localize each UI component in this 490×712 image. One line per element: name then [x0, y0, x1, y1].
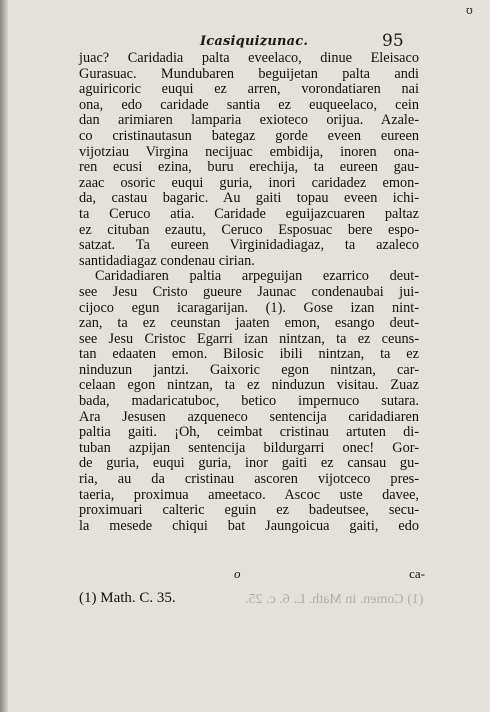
body-text: [79, 51, 419, 534]
text-line: zan, ta ez ceunstan jaaten emon, esango deut-: [79, 315, 419, 332]
text-line: Ara Jesusen azqueneco sentencija caridadiaren: [79, 408, 419, 425]
text-line-paragraph-end: santidadiagaz condenau cirian.: [79, 252, 255, 269]
text-line: zaac osoric euqui guria, inori caridadez emon-: [79, 174, 419, 191]
catch-row: [79, 566, 425, 584]
text-line: taeria, proximua ameetaco. Ascoc uste davee,: [79, 486, 419, 503]
running-title: Icasiquizunac.: [200, 34, 309, 49]
text-line: co cristinautasun bategaz gorde eveen eureen: [79, 127, 419, 144]
text-line: da, castau bagaric. Au gaiti topau eveen ichi-: [79, 190, 419, 207]
text-line: ninduzun jantzi. Gaixoric egon nintzan, car-: [79, 361, 419, 378]
text-line: satzat. Ta eureen Virginidadiagaz, ta azaleco: [79, 237, 419, 254]
text-line: tan edaaten emon. Bilosic ibili nintzan, ta ez: [79, 346, 419, 363]
bleed-through-text: (1) Comen. in Math. L. 6. c. 25.: [245, 592, 424, 607]
text-line: Gurasuac. Mundubaren beguijetan palta andi: [79, 65, 419, 82]
text-line: see Jesu Cristoc Egarri izan nintzan, ta ez ceuns-: [79, 330, 419, 347]
text-line: ren ecusi ezina, buru erechija, ta eureen gau-: [79, 159, 419, 176]
page-gutter-shadow: [0, 0, 8, 712]
text-line: juac? Caridadia palta eveelaco, dinue Eleisaco: [79, 50, 419, 66]
text-line: ta Ceruco atia. Caridade eguijazcuaren paltaz: [79, 205, 419, 222]
text-line: proximuari calteric eguin ez badeutsee, secu-: [79, 502, 419, 519]
page-number: 95: [382, 31, 404, 51]
catchword: ca-: [409, 566, 425, 581]
corner-ink-mark: ʊ: [466, 4, 473, 17]
text-line: paltia gaiti. ¡Oh, ceimbat cristinau artuten di-: [79, 424, 419, 441]
footnote: (1) Math. C. 35.: [79, 590, 176, 606]
text-line: celaan egon nintzan, ta ez ninduzun visitau. Zuaz: [79, 377, 419, 394]
text-line-paragraph-start: Caridadiaren paltia arpeguijan ezarrico deut-: [95, 268, 419, 285]
text-line: vijotziau Virgina necijuac embidija, inoren ona-: [79, 143, 419, 160]
signature-mark: o: [234, 566, 241, 581]
text-line: ria, au da cristinau ascoren vijotceco pres-: [79, 471, 419, 488]
text-line: la mesede chiqui bat Jaungoicua gaiti, edo: [79, 517, 419, 534]
text-line: aguiricoric euqui ez arren, vorondatiaren nai: [79, 81, 419, 98]
text-line: tuban azpijan sentencija bildurgarri onec! Gor-: [79, 439, 419, 456]
text-line: see Jesu Cristo gueure Jaunac condenaubai jui-: [79, 283, 419, 300]
text-line: dan arimiaren lamparia exioteco orijua. Azale-: [79, 112, 419, 129]
text-line: cijoco egun icaragarijan. (1). Gose izan nint-: [79, 299, 419, 316]
text-line: ez cituban ezautu, Ceruco Esposuac bere espo-: [79, 221, 419, 238]
text-line: bada, madaricatuboc, betico impernuco sutara.: [79, 393, 419, 410]
text-line: de guria, euqui guria, inor gaiti ez cansau gu-: [79, 455, 419, 472]
text-line: ona, edo caridade santia ez euqueelaco, cein: [79, 96, 419, 113]
